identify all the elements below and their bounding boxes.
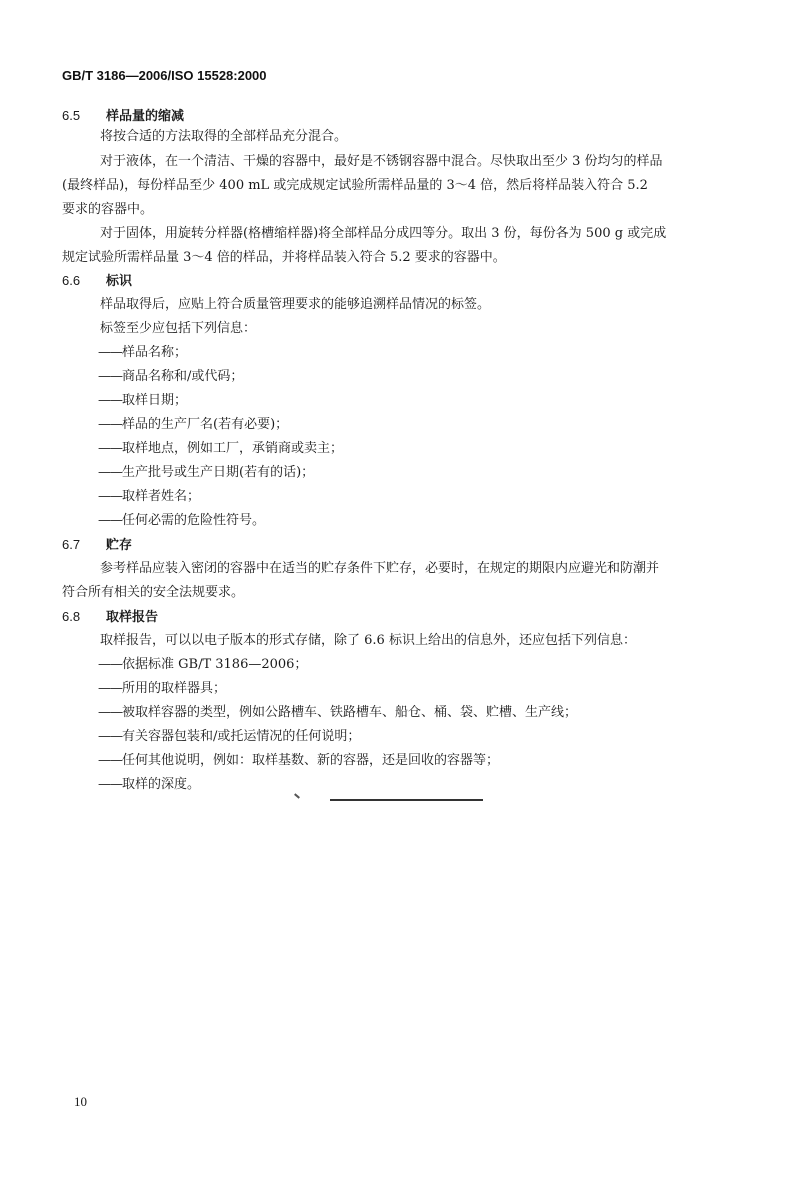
paragraph-line: 样品取得后，应贴上符合质量管理要求的能够追溯样品情况的标签。 <box>100 297 491 312</box>
section-number: 6.5 <box>62 108 81 123</box>
paragraph-line: 将按合适的方法取得的全部样品充分混合。 <box>100 129 348 144</box>
section-title: 贮存 <box>106 538 133 553</box>
list-item: ——依据标准 GB/T 3186—2006； <box>98 655 307 675</box>
list-dash: —— <box>98 417 122 432</box>
list-item: ——取样日期； <box>98 391 187 411</box>
list-item: ——取样的深度。 <box>98 775 200 795</box>
paragraph-line: 取样报告，可以以电子版本的形式存储，除了 6.6 标识上给出的信息外，还应包括下列信息： <box>100 633 636 648</box>
list-item: ——有关容器包装和/或托运情况的任何说明； <box>98 727 360 747</box>
list-item: ——被取样容器的类型，例如公路槽车、铁路槽车、船仓、桶、袋、贮槽、生产线； <box>98 703 577 723</box>
paragraph-line: 要求的容器中。 <box>62 202 154 217</box>
list-dash: —— <box>98 441 122 456</box>
list-dash: —— <box>98 753 122 768</box>
list-dash: —— <box>98 777 122 792</box>
list-dash: —— <box>98 729 122 744</box>
list-dash: —— <box>98 465 122 480</box>
list-dash: —— <box>98 705 122 720</box>
end-rule-divider <box>330 799 483 801</box>
list-item: ——生产批号或生产日期(若有的话)； <box>98 463 314 483</box>
paragraph-line: (最终样品)，每份样品至少 400 mL 或完成规定试验所需样品量的 3～4 倍，然后将样品装入符合 5.2 <box>62 178 648 193</box>
standard-header: GB/T 3186—2006/ISO 15528:2000 <box>62 68 267 83</box>
list-item: ——任何必需的危险性符号。 <box>98 511 265 531</box>
list-dash: —— <box>98 369 122 384</box>
list-dash: —— <box>98 393 122 408</box>
list-item: ——样品的生产厂名(若有必要)； <box>98 415 288 435</box>
list-item: ——任何其他说明，例如：取样基数、新的容器，还是回收的容器等； <box>98 751 499 771</box>
page-number: 10 <box>74 1094 87 1109</box>
list-dash: —— <box>98 489 122 504</box>
section-number: 6.6 <box>62 273 81 288</box>
list-dash: —— <box>98 513 122 528</box>
section-number: 6.7 <box>62 537 81 552</box>
section-title: 标识 <box>106 274 133 289</box>
list-item: ——取样者姓名； <box>98 487 200 507</box>
list-dash: —— <box>98 681 122 696</box>
list-item: ——取样地点，例如工厂，承销商或卖主； <box>98 439 343 459</box>
list-dash: —— <box>98 657 122 672</box>
paragraph-line: 规定试验所需样品量 3～4 倍的样品，并将样品装入符合 5.2 要求的容器中。 <box>62 250 506 265</box>
section-title: 取样报告 <box>106 610 159 625</box>
section-heading-6-7 <box>62 535 132 556</box>
list-item: ——所用的取样器具； <box>98 679 226 699</box>
list-dash: —— <box>98 345 122 360</box>
paragraph-line: 标签至少应包括下列信息： <box>100 321 257 336</box>
section-heading-6-5 <box>62 106 184 127</box>
list-item: ——商品名称和/或代码； <box>98 367 243 387</box>
section-number: 6.8 <box>62 609 81 624</box>
list-item: ——样品名称； <box>98 343 187 363</box>
paragraph-line: 参考样品应装入密闭的容器中在适当的贮存条件下贮存，必要时，在规定的期限内应避光和防潮并 <box>100 561 660 576</box>
section-title: 样品量的缩减 <box>106 109 185 124</box>
paragraph-line: 对于液体，在一个清洁、干燥的容器中，最好是不锈钢容器中混合。尽快取出至少 3 份均匀的样品 <box>100 154 663 169</box>
section-heading-6-8 <box>62 607 158 628</box>
scan-mark <box>294 793 300 798</box>
paragraph-line: 对于固体，用旋转分样器(格槽缩样器)将全部样品分成四等分。取出 3 份，每份各为 500 g 或完成 <box>100 226 667 241</box>
section-heading-6-6 <box>62 271 132 292</box>
paragraph-line: 符合所有相关的安全法规要求。 <box>62 585 245 600</box>
